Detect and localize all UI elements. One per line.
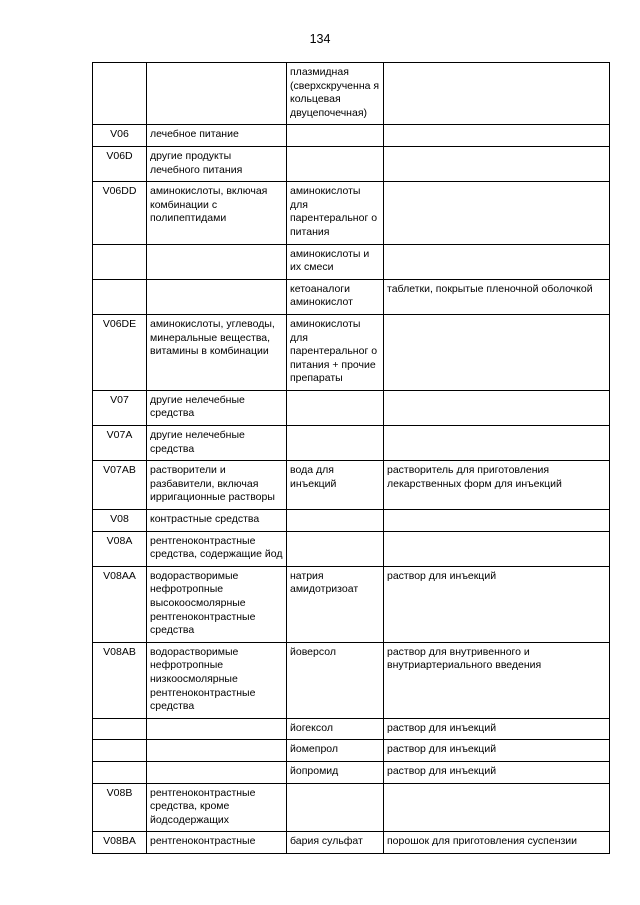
table-row (93, 783, 610, 832)
group-cell: рентгеноконтрастные средства, кроме йодсодержащих (147, 783, 287, 832)
dosage-form-cell: растворитель для приготовления лекарственных форм для инъекций (384, 461, 610, 510)
dosage-form-cell (384, 426, 610, 461)
atc-code-cell: V08BA (93, 832, 147, 854)
table-row (93, 244, 610, 279)
substance-cell: йогексол (287, 718, 384, 740)
substance-cell: аминокислоты и их смеси (287, 244, 384, 279)
group-cell (147, 740, 287, 762)
dosage-form-cell (384, 125, 610, 147)
atc-code-cell: V08B (93, 783, 147, 832)
table-row (93, 510, 610, 532)
atc-code-cell: V07 (93, 390, 147, 425)
table-row (93, 531, 610, 566)
group-cell: другие продукты лечебного питания (147, 146, 287, 181)
atc-code-cell: V06D (93, 146, 147, 181)
dosage-form-cell (384, 531, 610, 566)
dosage-form-cell: порошок для приготовления суспензии (384, 832, 610, 854)
atc-code-cell (93, 63, 147, 125)
group-cell (147, 761, 287, 783)
substance-cell (287, 426, 384, 461)
table-row (93, 279, 610, 314)
substance-cell: йопромид (287, 761, 384, 783)
atc-code-cell: V07A (93, 426, 147, 461)
table-row (93, 461, 610, 510)
group-cell: аминокислоты, углеводы, минеральные вещества, витамины в комбинации (147, 314, 287, 390)
dosage-form-cell: раствор для инъекций (384, 718, 610, 740)
substance-cell (287, 125, 384, 147)
group-cell: другие нелечебные средства (147, 426, 287, 461)
dosage-form-cell: раствор для инъекций (384, 761, 610, 783)
substance-cell (287, 783, 384, 832)
table-row (93, 740, 610, 762)
atc-code-cell (93, 244, 147, 279)
atc-code-cell (93, 279, 147, 314)
table-row (93, 63, 610, 125)
group-cell (147, 279, 287, 314)
atc-code-cell: V06 (93, 125, 147, 147)
substance-cell (287, 390, 384, 425)
group-cell: водорастворимые нефротропные высокоосмолярные рентгеноконтрастные средства (147, 566, 287, 642)
table-row (93, 832, 610, 854)
table-row (93, 146, 610, 181)
dosage-form-cell (384, 510, 610, 532)
table-row (93, 125, 610, 147)
substance-cell: аминокислоты для парентеральног о питания + прочие препараты (287, 314, 384, 390)
table-row (93, 182, 610, 244)
substance-cell: натрия амидотризоат (287, 566, 384, 642)
substance-cell: кетоаналоги аминокислот (287, 279, 384, 314)
substance-cell (287, 146, 384, 181)
substance-cell (287, 531, 384, 566)
dosage-form-cell (384, 244, 610, 279)
substance-cell (287, 510, 384, 532)
dosage-form-cell: раствор для внутривенного и внутриартериального введения (384, 642, 610, 718)
atc-code-cell: V08AB (93, 642, 147, 718)
table-row (93, 426, 610, 461)
group-cell: контрастные средства (147, 510, 287, 532)
table-row (93, 314, 610, 390)
substance-cell: йомепрол (287, 740, 384, 762)
drug-table (92, 62, 610, 854)
substance-cell: вода для инъекций (287, 461, 384, 510)
substance-cell: аминокислоты для парентеральног о питания (287, 182, 384, 244)
dosage-form-cell (384, 314, 610, 390)
atc-code-cell (93, 761, 147, 783)
atc-code-cell: V08AA (93, 566, 147, 642)
dosage-form-cell: таблетки, покрытые пленочной оболочкой (384, 279, 610, 314)
group-cell: растворители и разбавители, включая ирригационные растворы (147, 461, 287, 510)
page-number: 134 (309, 32, 331, 46)
atc-code-cell: V06DD (93, 182, 147, 244)
group-cell (147, 63, 287, 125)
dosage-form-cell: раствор для инъекций (384, 566, 610, 642)
table-body (93, 63, 610, 854)
atc-code-cell: V06DE (93, 314, 147, 390)
dosage-form-cell (384, 390, 610, 425)
group-cell: аминокислоты, включая комбинации с полипептидами (147, 182, 287, 244)
atc-code-cell: V08A (93, 531, 147, 566)
group-cell (147, 718, 287, 740)
dosage-form-cell (384, 63, 610, 125)
atc-code-cell (93, 740, 147, 762)
table-row (93, 718, 610, 740)
substance-cell: бария сульфат (287, 832, 384, 854)
group-cell: другие нелечебные средства (147, 390, 287, 425)
group-cell (147, 244, 287, 279)
table-row (93, 642, 610, 718)
table-row (93, 566, 610, 642)
substance-cell: плазмидная (сверхскрученна я кольцевая двуцепочечная) (287, 63, 384, 125)
dosage-form-cell (384, 146, 610, 181)
group-cell: рентгеноконтрастные (147, 832, 287, 854)
substance-cell: йоверсол (287, 642, 384, 718)
atc-code-cell: V08 (93, 510, 147, 532)
group-cell: лечебное питание (147, 125, 287, 147)
atc-code-cell (93, 718, 147, 740)
table-row (93, 390, 610, 425)
dosage-form-cell (384, 783, 610, 832)
group-cell: водорастворимые нефротропные низкоосмолярные рентгеноконтрастные средства (147, 642, 287, 718)
dosage-form-cell: раствор для инъекций (384, 740, 610, 762)
dosage-form-cell (384, 182, 610, 244)
group-cell: рентгеноконтрастные средства, содержащие йод (147, 531, 287, 566)
table-row (93, 761, 610, 783)
atc-code-cell: V07AB (93, 461, 147, 510)
